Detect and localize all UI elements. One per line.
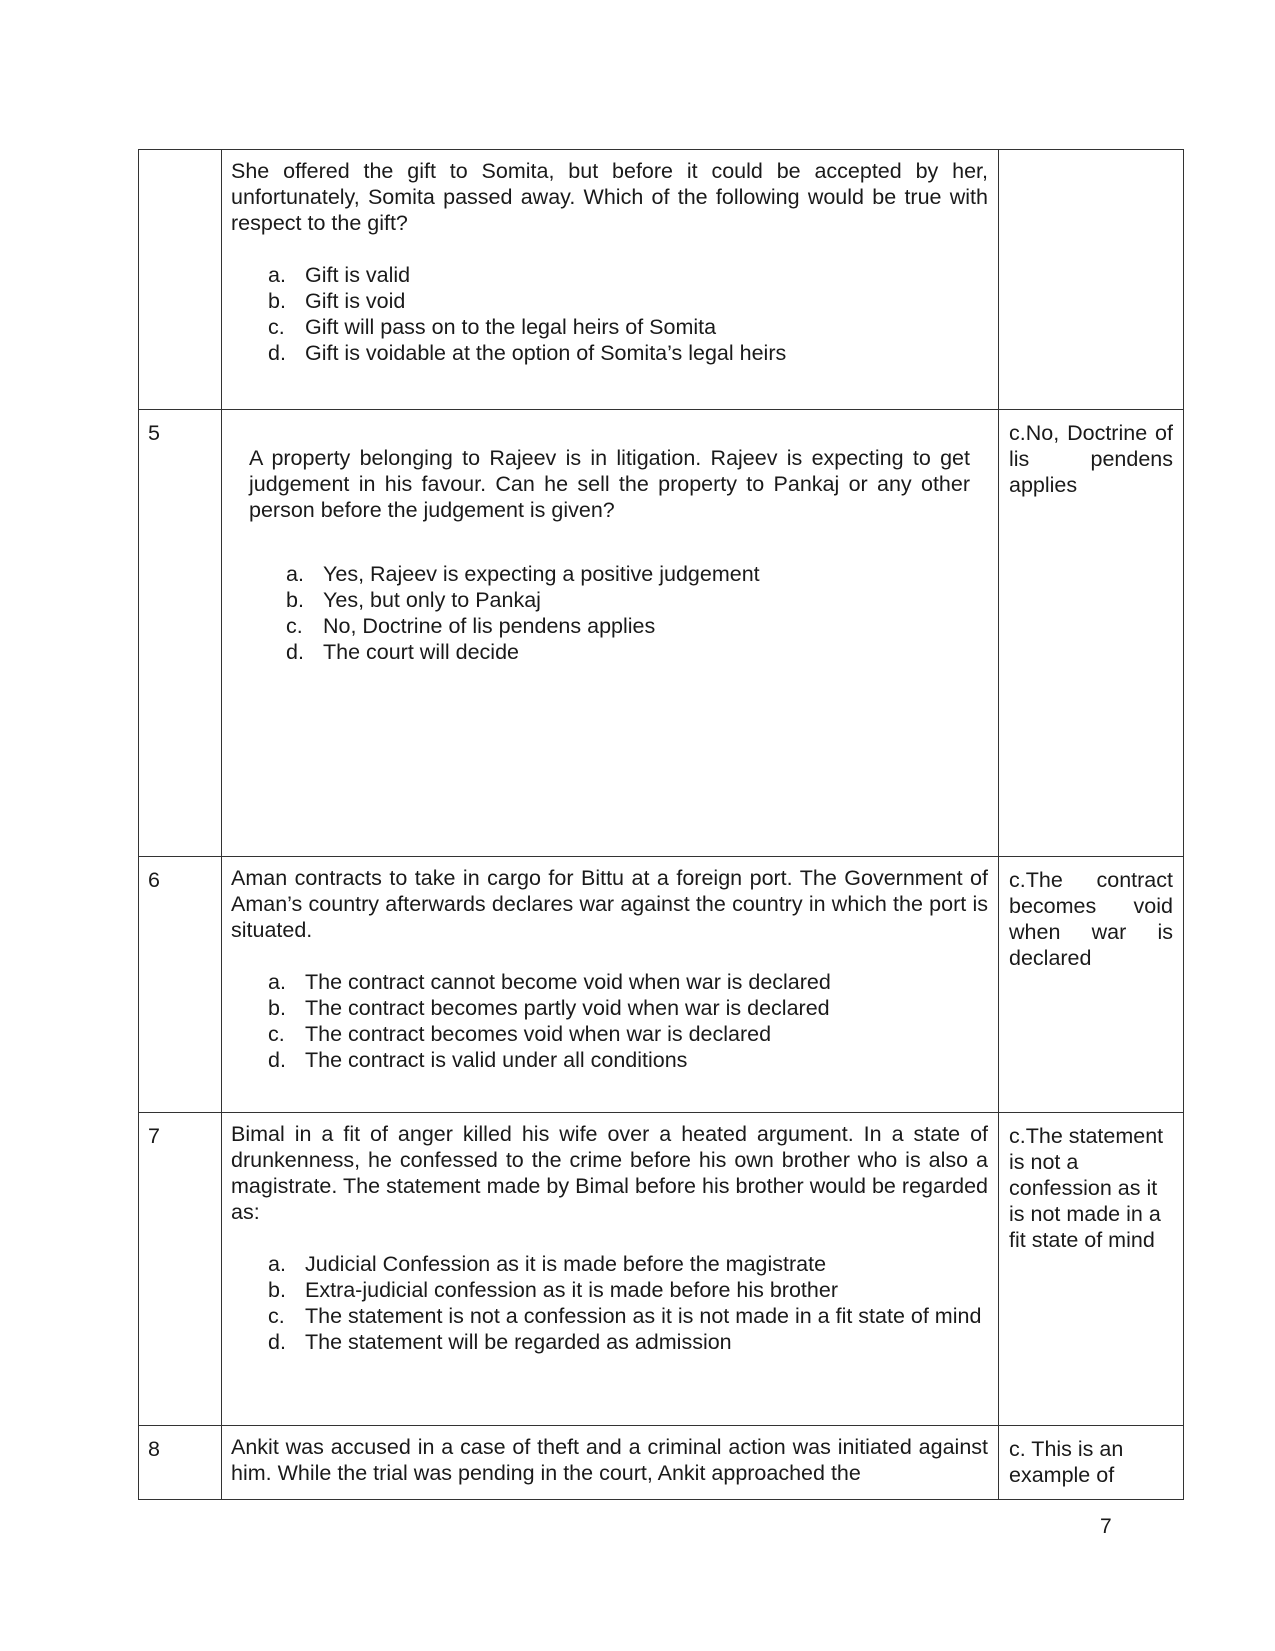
option-item bbox=[231, 1251, 988, 1277]
option-text: Gift is valid bbox=[305, 263, 411, 287]
table-row bbox=[139, 1113, 1184, 1426]
answer-cell: c.The statement is not a confession as it is not made in a fit state of mind bbox=[999, 1113, 1184, 1426]
option-label: d. bbox=[268, 341, 286, 365]
option-label: b. bbox=[286, 588, 304, 612]
option-item bbox=[231, 288, 988, 314]
option-text: The contract becomes void when war is declared bbox=[305, 1022, 772, 1046]
option-label: c. bbox=[268, 315, 285, 339]
option-label: b. bbox=[268, 996, 286, 1020]
option-text: The statement is not a confession as it is not made in a fit state of mind bbox=[305, 1304, 982, 1328]
question-cell bbox=[222, 1426, 999, 1500]
answer-cell: c.No, Doctrine of lis pendens applies bbox=[999, 410, 1184, 857]
option-label: c. bbox=[268, 1022, 285, 1046]
option-label: c. bbox=[268, 1304, 285, 1328]
question-number: 6 bbox=[139, 857, 222, 1113]
options-list bbox=[249, 561, 970, 665]
option-text: The contract is valid under all conditions bbox=[305, 1048, 688, 1072]
page-number: 7 bbox=[1100, 1515, 1112, 1538]
option-label: a. bbox=[268, 263, 286, 287]
option-text: No, Doctrine of lis pendens applies bbox=[323, 614, 656, 638]
option-text: Yes, but only to Pankaj bbox=[323, 588, 541, 612]
answer-cell: c. This is an example of bbox=[999, 1426, 1184, 1500]
option-text: The contract becomes partly void when war is declared bbox=[305, 996, 830, 1020]
table-row bbox=[139, 150, 1184, 410]
option-item bbox=[249, 613, 970, 639]
question-number: 8 bbox=[139, 1426, 222, 1500]
option-item bbox=[231, 1329, 988, 1355]
option-item bbox=[231, 969, 988, 995]
option-label: b. bbox=[268, 289, 286, 313]
question-number: 5 bbox=[139, 410, 222, 857]
question-cell bbox=[222, 857, 999, 1113]
options-list bbox=[231, 969, 988, 1073]
option-item bbox=[231, 995, 988, 1021]
option-label: d. bbox=[268, 1330, 286, 1354]
option-label: a. bbox=[286, 562, 304, 586]
table-row bbox=[139, 857, 1184, 1113]
option-text: The contract cannot become void when war is declared bbox=[305, 970, 831, 994]
option-item bbox=[231, 262, 988, 288]
question-cell bbox=[222, 150, 999, 410]
option-text: The statement will be regarded as admission bbox=[305, 1330, 732, 1354]
option-text: Yes, Rajeev is expecting a positive judgement bbox=[323, 562, 760, 586]
answer-cell: c.The contract becomes void when war is declared bbox=[999, 857, 1184, 1113]
option-text: Judicial Confession as it is made before the magistrate bbox=[305, 1252, 827, 1276]
option-label: d. bbox=[268, 1048, 286, 1072]
question-number bbox=[139, 150, 222, 410]
answer-key-table bbox=[138, 149, 1184, 1500]
option-label: a. bbox=[268, 970, 286, 994]
option-item bbox=[231, 1021, 988, 1047]
question-number: 7 bbox=[139, 1113, 222, 1426]
option-text: Gift is void bbox=[305, 289, 406, 313]
option-item bbox=[249, 639, 970, 665]
table-row bbox=[139, 410, 1184, 857]
option-text: Gift will pass on to the legal heirs of Somita bbox=[305, 315, 717, 339]
option-label: b. bbox=[268, 1278, 286, 1302]
option-label: a. bbox=[268, 1252, 286, 1276]
question-cell bbox=[222, 1113, 999, 1426]
option-item bbox=[231, 340, 988, 366]
option-text: Gift is voidable at the option of Somita’s legal heirs bbox=[305, 341, 787, 365]
option-text: Extra-judicial confession as it is made before his brother bbox=[305, 1278, 838, 1302]
question-stem: Ankit was accused in a case of theft and a criminal action was initiated against him. While the trial was pending in the court, Ankit approached the bbox=[231, 1435, 988, 1485]
option-label: d. bbox=[286, 640, 304, 664]
question-cell bbox=[222, 410, 999, 857]
option-item bbox=[231, 1303, 988, 1329]
option-item bbox=[231, 314, 988, 340]
option-item bbox=[231, 1047, 988, 1073]
answer-cell bbox=[999, 150, 1184, 410]
option-text: The court will decide bbox=[323, 640, 519, 664]
option-item bbox=[249, 561, 970, 587]
options-list bbox=[231, 1251, 988, 1355]
question-stem: A property belonging to Rajeev is in litigation. Rajeev is expecting to get judgement in his favour. Can he sell the property to Pankaj or any other person before the judgement is given? bbox=[249, 446, 970, 522]
table-row bbox=[139, 1426, 1184, 1500]
question-stem: She offered the gift to Somita, but before it could be accepted by her, unfortunately, Somita passed away. Which of the following would be true with respect to the gift? bbox=[231, 159, 988, 235]
question-stem: Bimal in a fit of anger killed his wife over a heated argument. In a state of drunkenness, he confessed to the crime before his own brother who is also a magistrate. The statement made by Bimal before his brother would be regarded as: bbox=[231, 1122, 988, 1224]
option-label: c. bbox=[286, 614, 303, 638]
option-item bbox=[249, 587, 970, 613]
option-item bbox=[231, 1277, 988, 1303]
options-list bbox=[231, 262, 988, 366]
question-stem: Aman contracts to take in cargo for Bittu at a foreign port. The Government of Aman’s country afterwards declares war against the country in which the port is situated. bbox=[231, 866, 988, 942]
